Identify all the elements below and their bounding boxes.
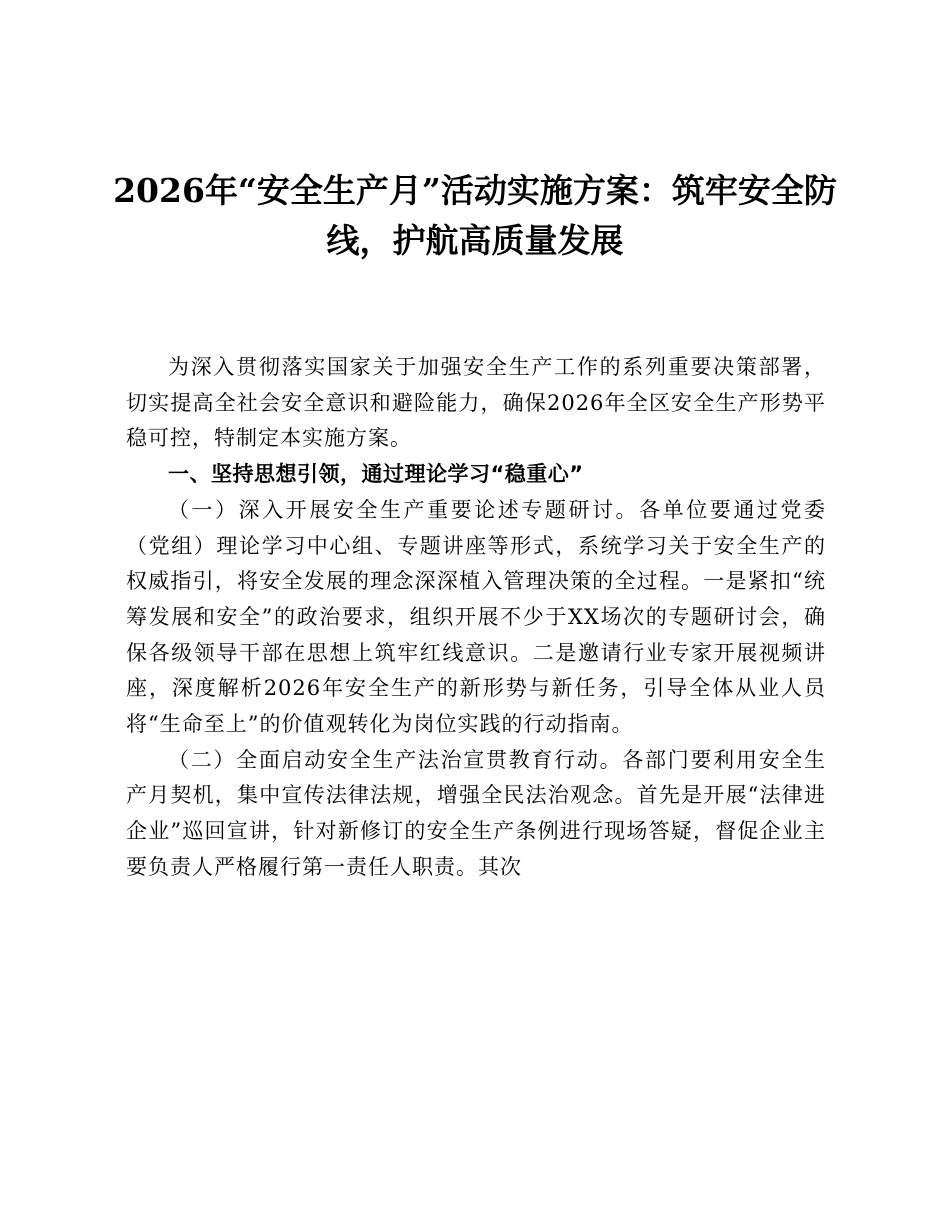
section1-item2-paragraph: （二）全面启动安全生产法治宣贯教育行动。各部门要利用安全生产月契机，集中宣传法律法规，增强全民法治观念。首先是开展“法律进企业”巡回宣讲，针对新修订的安全生产条例进行现场答疑，督促企业主要负责人严格履行第一责任人职责。其次 (126, 747, 826, 879)
section-heading-1: 一、坚持思想引领，通过理论学习“稳重心” (168, 462, 584, 487)
document-title: 2026年“安全生产月”活动实施方案：筑牢安全防线，护航高质量发展 (113, 171, 837, 260)
intro-paragraph: 为深入贯彻落实国家关于加强安全生产工作的系列重要决策部署，切实提高全社会安全意识和避险能力，确保2026年全区安全生产形势平稳可控，特制定本实施方案。 (126, 355, 826, 451)
document-body (126, 350, 826, 886)
section1-item1-paragraph: （一）深入开展安全生产重要论述专题研讨。各单位要通过党委（党组）理论学习中心组、专题讲座等形式，系统学习关于安全生产的权威指引，将安全发展的理念深深植入管理决策的全过程。一是紧扣“统筹发展和安全”的政治要求，组织开展不少于XX场次的专题研讨会，确保各级领导干部在思想上筑牢红线意识。二是邀请行业专家开展视频讲座，深度解析2026年安全生产的新形势与新任务，引导全体从业人员将“生命至上”的价值观转化为岗位实践的行动指南。 (126, 497, 826, 737)
